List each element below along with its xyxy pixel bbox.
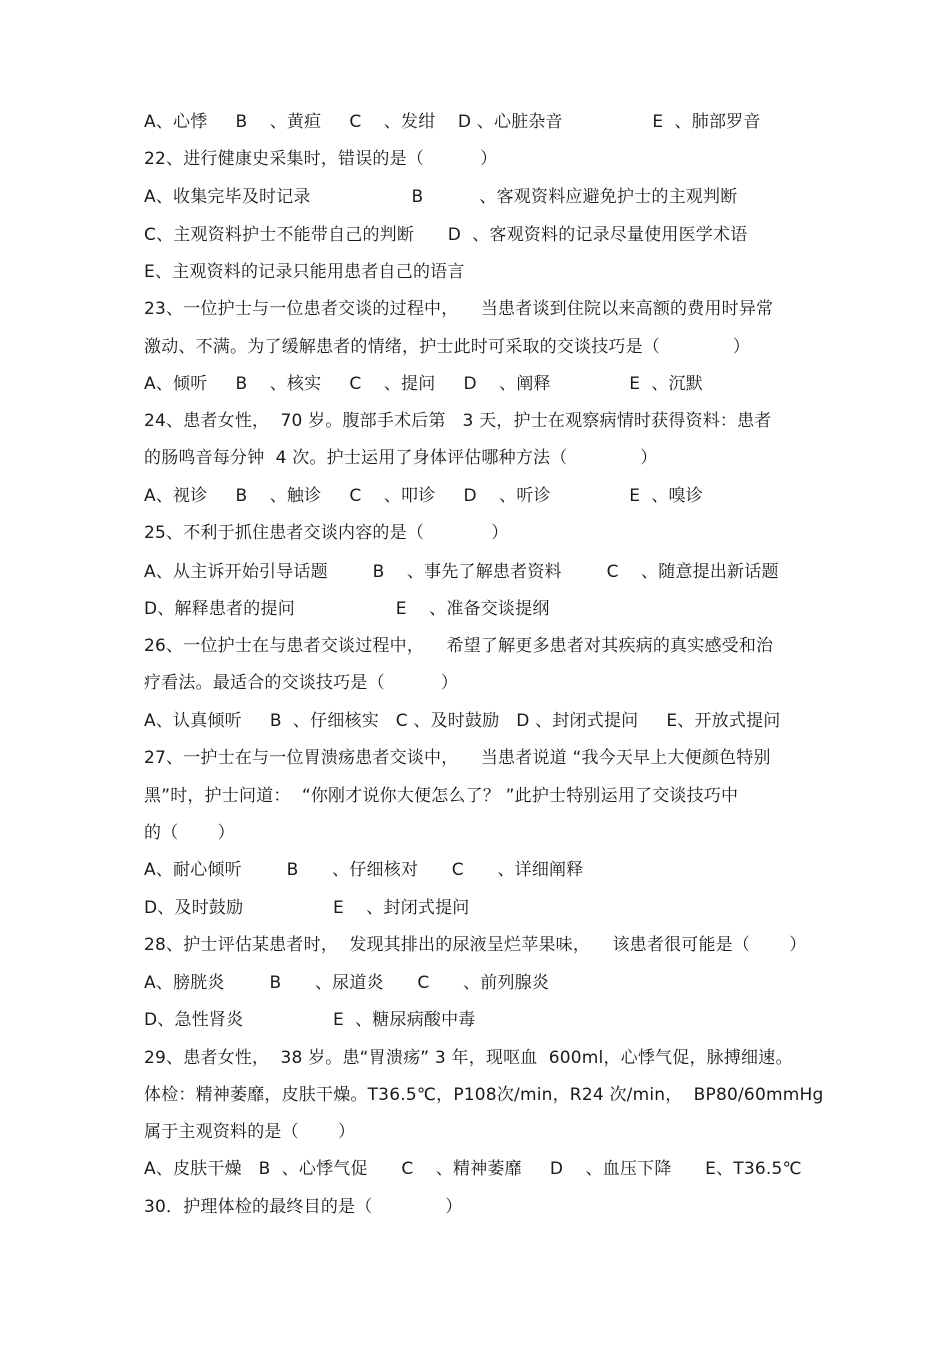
text-line: A、皮肤干燥 B 、心悸气促 C 、精神萎靡 D 、血压下降 E、T36.5℃ [144, 1159, 802, 1179]
text-line: A、心悸 B 、黄疸 C 、发绀 D 、心脏杂音 E 、肺部罗音 [144, 112, 761, 132]
question-23: 23、一位护士与一位患者交谈的过程中， 当患者谈到住院以来高额的费用时异常 [144, 299, 774, 319]
text-line: A、视诊 B 、触诊 C 、叩诊 D 、听诊 E 、嗅诊 [144, 486, 703, 506]
text-line: A、倾听 B 、核实 C 、提问 D 、阐释 E 、沉默 [144, 374, 703, 394]
text-line: 疗看法。最适合的交谈技巧是（ ） [144, 673, 459, 693]
question-28: 28、护士评估某患者时， 发现其排出的尿液呈烂苹果味， 该患者很可能是（ ） [144, 935, 807, 955]
text-line: A、认真倾听 B 、仔细核实 C 、及时鼓励 D 、封闭式提问 E、开放式提问 [144, 711, 781, 731]
text-line: 的（ ） [144, 823, 235, 843]
text-line: 的肠鸣音每分钟 4 次。护士运用了身体评估哪种方法（ ） [144, 448, 658, 468]
text-line: A、耐心倾听 B 、仔细核对 C 、详细阐释 [144, 860, 584, 880]
text-line: A、从主诉开始引导话题 B 、事先了解患者资料 C 、随意提出新话题 [144, 562, 779, 582]
text-line: 黑”时，护士问道： “你刚才说你大便怎么了？ ”此护士特别运用了交谈技巧中 [144, 786, 739, 806]
text-line: 体检：精神萎靡，皮肤干燥。T36.5℃，P108次/min，R24 次/min， BP80/60mmHg [144, 1085, 824, 1105]
question-30: 30．护理体检的最终目的是（ ） [144, 1197, 463, 1217]
text-line: A、收集完毕及时记录 B 、客观资料应避免护士的主观判断 [144, 187, 738, 207]
question-29: 29、患者女性， 38 岁。患“胃溃疡” 3 年，现呕血 600ml，心悸气促，脉搏细速。 [144, 1048, 793, 1068]
text-line: D、急性肾炎 E 、糖尿病酸中毒 [144, 1010, 476, 1030]
question-22: 22、进行健康史采集时，错误的是（ ） [144, 149, 498, 169]
text-line: A、膀胱炎 B 、尿道炎 C 、前列腺炎 [144, 973, 550, 993]
text-line: C、主观资料护士不能带自己的判断 D 、客观资料的记录尽量使用医学术语 [144, 225, 748, 245]
question-24: 24、患者女性， 70 岁。腹部手术后第 3 天，护士在观察病情时获得资料：患者 [144, 411, 772, 431]
text-line: E、主观资料的记录只能用患者自己的语言 [144, 262, 465, 282]
text-line: D、及时鼓励 E 、封闭式提问 [144, 898, 470, 918]
question-25: 25、不利于抓住患者交谈内容的是（ ） [144, 523, 509, 543]
text-line: D、解释患者的提问 E 、准备交谈提纲 [144, 599, 550, 619]
text-line: 激动、不满。为了缓解患者的情绪，护士此时可采取的交谈技巧是（ ） [144, 337, 751, 357]
text-line: 属于主观资料的是（ ） [144, 1122, 356, 1142]
question-26: 26、一位护士在与患者交谈过程中， 希望了解更多患者对其疾病的真实感受和治 [144, 636, 774, 656]
question-27: 27、一护士在与一位胃溃疡患者交谈中， 当患者说道 “我今天早上大便颜色特别 [144, 748, 771, 768]
